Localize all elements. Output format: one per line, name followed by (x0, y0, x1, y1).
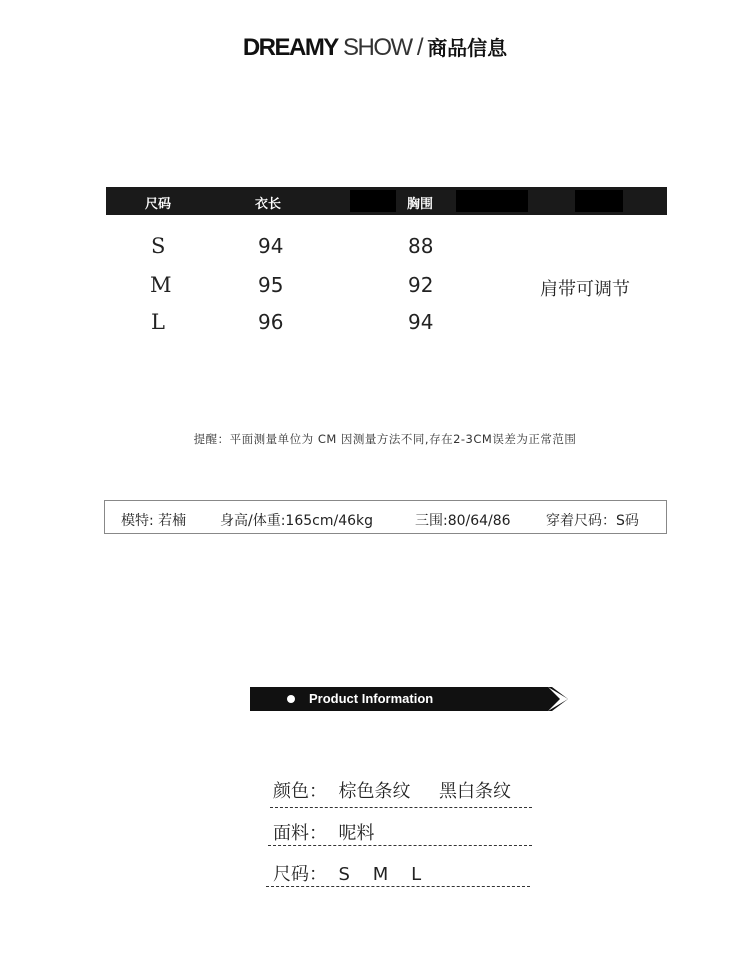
banner-label: Product Information (309, 691, 434, 706)
model-name: 模特: 若楠 (121, 513, 187, 529)
row-size: M (150, 273, 172, 297)
dashed-divider (266, 886, 530, 887)
product-info-banner (250, 687, 570, 711)
model-size-worn: 穿着尺码：S码 (546, 513, 639, 529)
size-row: 尺码： S M L (273, 864, 422, 885)
model-height-weight: 身高/体重:165cm/46kg (220, 513, 374, 529)
measurement-tip: 提醒：平面测量单位为 CM 因测量方法不同,存在2-3CM误差为正常范围 (193, 432, 577, 446)
row-size: S (151, 234, 166, 258)
row-length: 96 (258, 310, 284, 334)
title-separator: / (416, 34, 423, 61)
row-length: 95 (258, 273, 284, 297)
row-bust: 94 (408, 310, 434, 334)
column-size: 尺码 (144, 197, 171, 212)
redaction-block (456, 190, 528, 212)
column-bust: 胸围 (406, 197, 433, 212)
color-row: 颜色： 棕色条纹 黑白条纹 (273, 781, 512, 802)
page-title (0, 32, 750, 62)
column-length: 衣长 (254, 197, 281, 212)
redaction-block (350, 190, 396, 212)
model-info-box (104, 500, 667, 534)
fabric-row: 面料： 呢料 (273, 823, 375, 844)
row-bust: 92 (408, 273, 434, 297)
brand-bold: DREAMY (242, 34, 338, 61)
row-length: 94 (258, 234, 284, 258)
redaction-block (575, 190, 623, 212)
section-title: 商品信息 (427, 36, 508, 60)
size-table-header (106, 187, 667, 215)
bullet-icon (287, 695, 295, 703)
strap-note: 肩带可调节 (540, 279, 630, 300)
brand-light: SHOW (343, 34, 412, 61)
model-measurements: 三围:80/64/86 (415, 513, 511, 529)
row-bust: 88 (408, 234, 434, 258)
dashed-divider (270, 807, 532, 808)
dashed-divider (268, 845, 532, 846)
row-size: L (151, 310, 165, 334)
